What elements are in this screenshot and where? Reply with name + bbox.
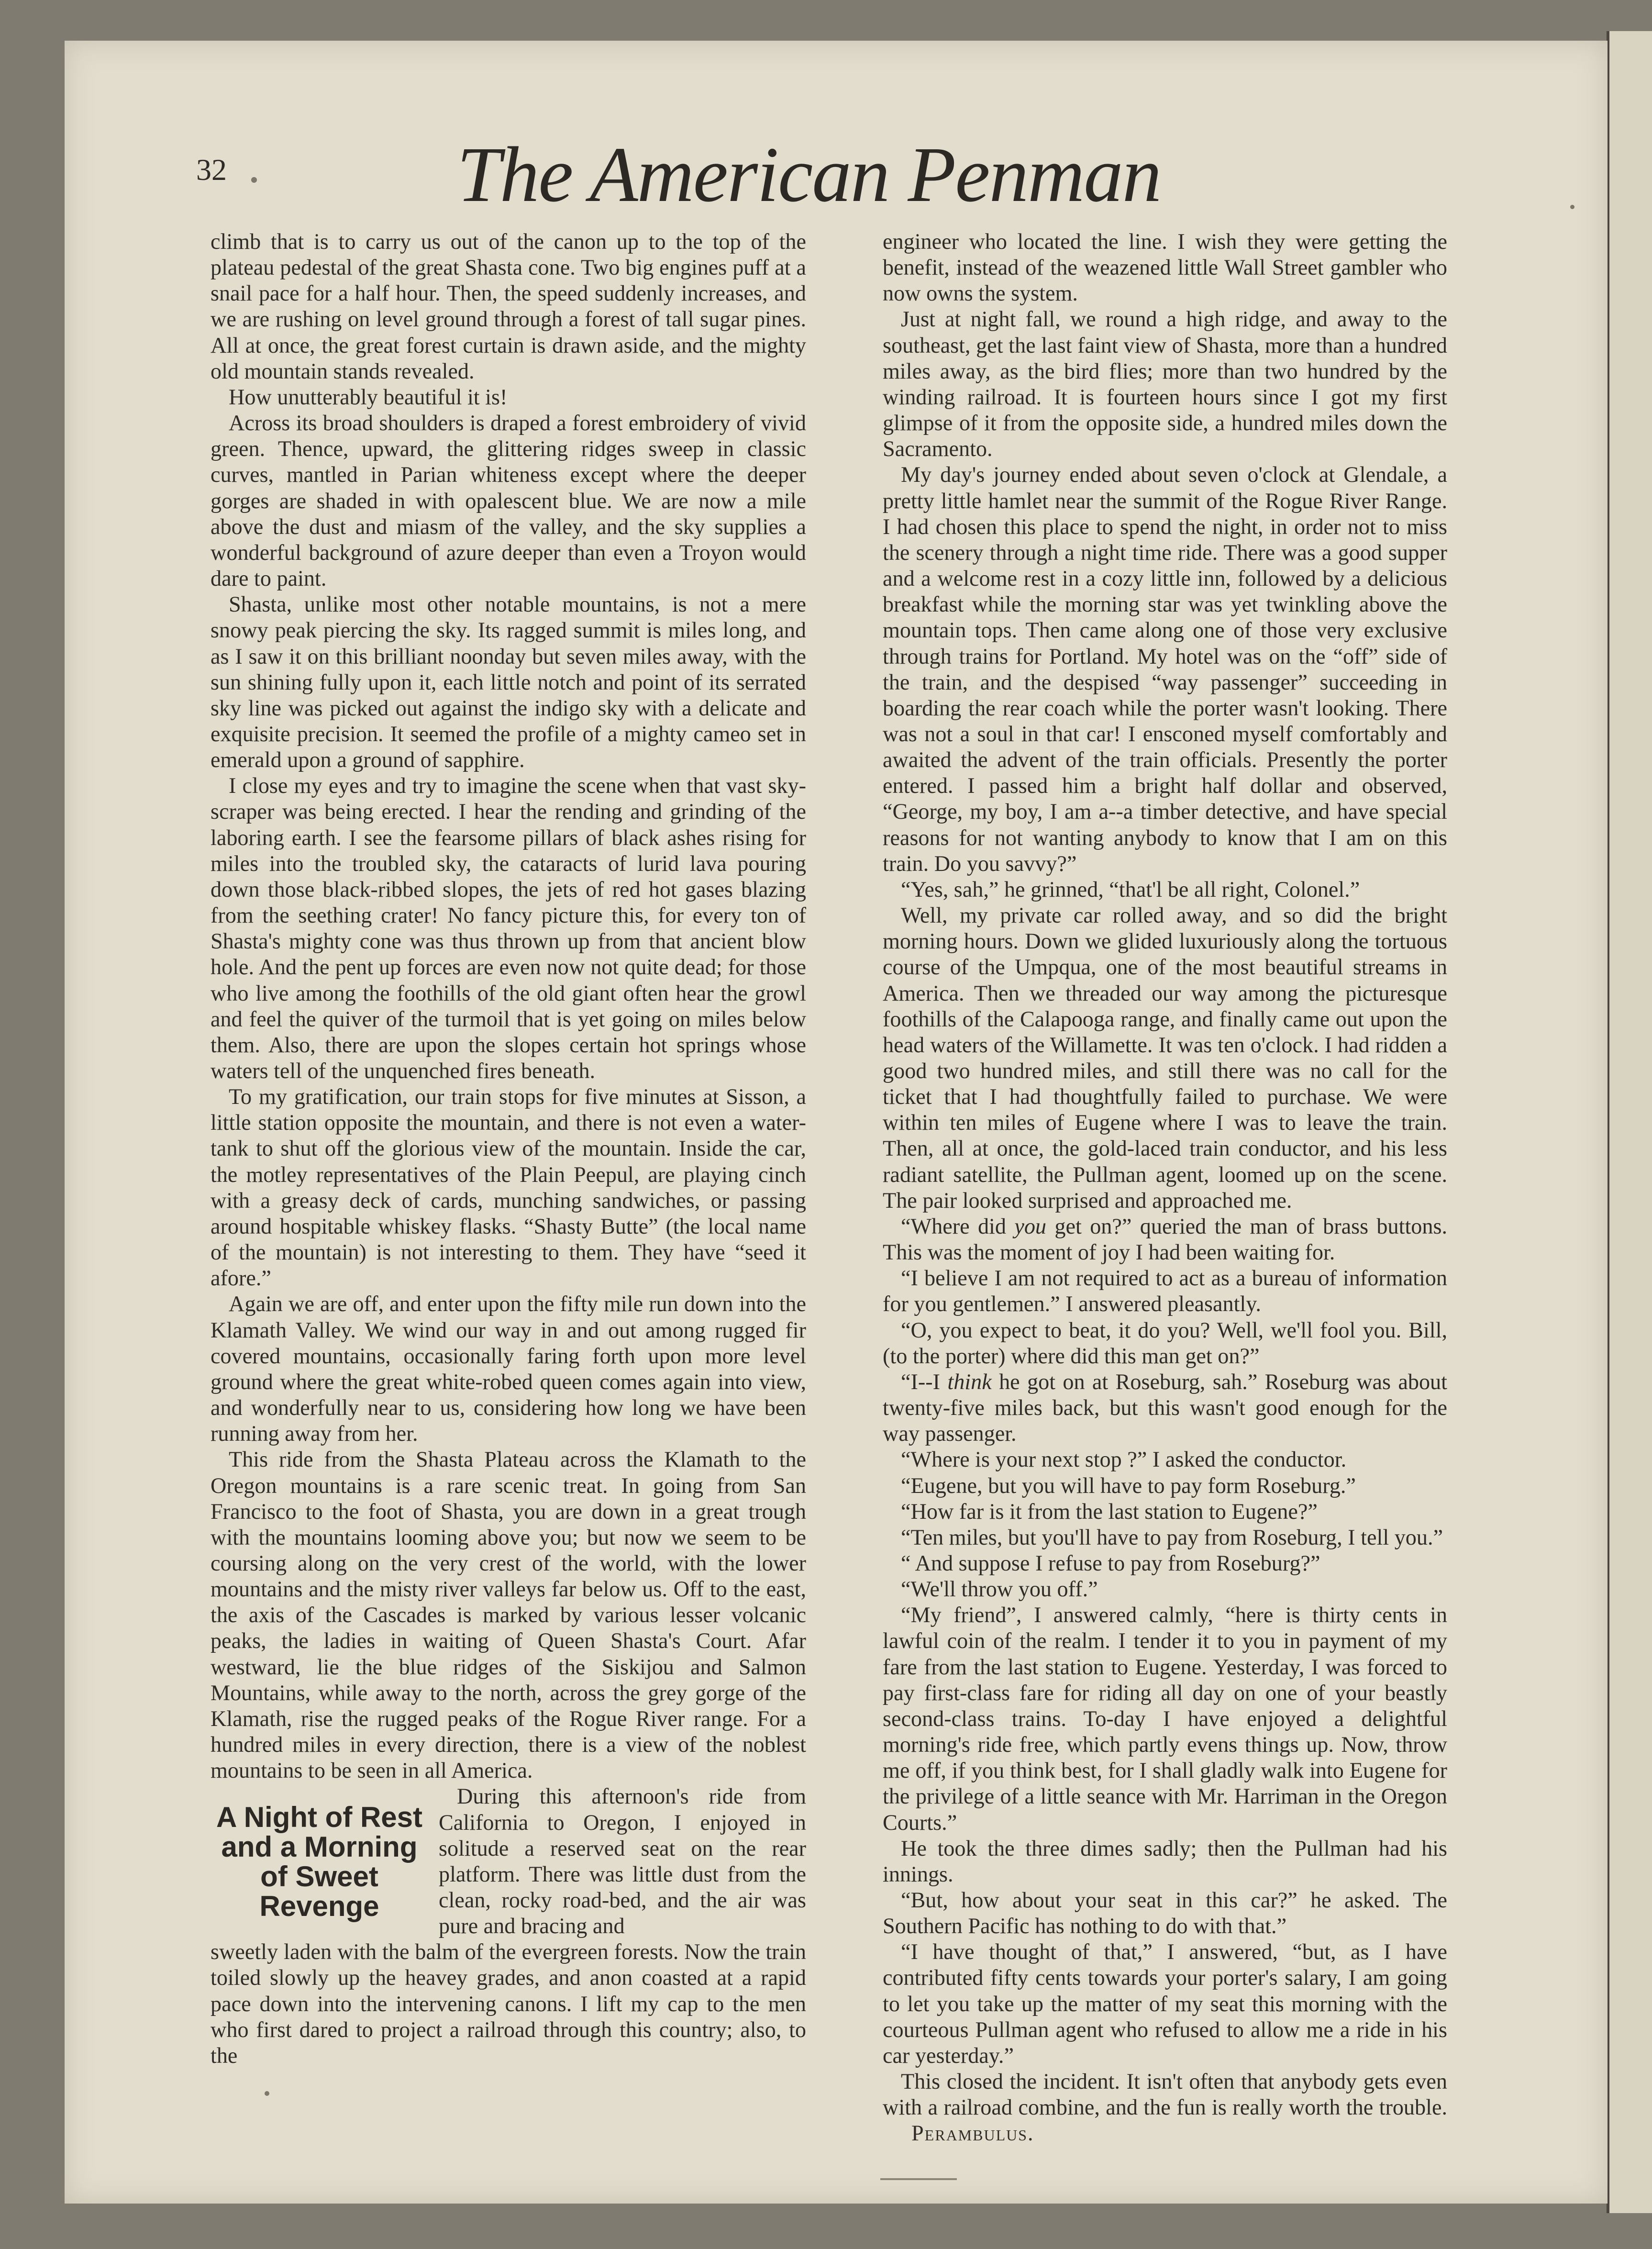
paragraph: Shasta, unlike most other notable mountains, is not a mere snowy peak piercing the sky. Its ragged summit is miles long, and as I saw it on this brilliant noonday but seven miles away, with the sun shining fully upon it, each little notch and point of its serrated sky line was picked out against the indigo sky with a delicate and exquisite precision. It seemed the profile of a mighty cameo set in emerald upon a ground of sapphire.	[211, 592, 806, 772]
paragraph: He took the three dimes sadly; then the Pullman had his innings.	[883, 1836, 1447, 1886]
emphasis: you	[1014, 1214, 1047, 1238]
left-column	[211, 229, 806, 2069]
paragraph: “ And suppose I refuse to pay from Roseburg?”	[901, 1550, 1320, 1575]
right-column	[883, 229, 1447, 2147]
paragraph: “How far is it from the last station to Eugene?”	[901, 1499, 1318, 1524]
paragraph: I close my eyes and try to imagine the scene when that vast sky-scraper was being erected. I hear the rending and grinding of the laboring earth. I see the fearsome pillars of black ashes rising for miles into the troubled sky, the cataracts of lurid lava pouring down those black-ribbed slopes, the jets of red hot gases blazing from the seething crater! No fancy picture this, for every ton of Shasta's mighty cone was thus thrown up from that ancient blow hole. And the pent up forces are even now not quite dead; for those who live among the foothills of the old giant often hear the growl and feel the quiver of the turmoil that is yet going on miles below them. Also, there are upon the slopes certain hot springs whose waters tell of the unquenched fires beneath.	[211, 773, 806, 1083]
paragraph: During this afternoon's ride from California to Oregon, I enjoyed in solitude a reserved seat on the rear platform. There was little dust from the clean, rocky road-bed, and the air was pure and bracing and	[439, 1784, 806, 1938]
emphasis: think	[947, 1369, 992, 1394]
paragraph: climb that is to carry us out of the canon up to the top of the plateau pedestal of the great Shasta cone. Two big engines puff at a snail pace for a half hour. Then, the speed suddenly increases, and we are rushing on level ground through a forest of tall sugar pines. All at once, the great forest curtain is drawn aside, and the mighty old mountain stands revealed.	[211, 229, 806, 383]
paragraph: “We'll throw you off.”	[901, 1577, 1098, 1602]
paragraph: How unutterably beautiful it is!	[229, 384, 508, 409]
decorative-dot	[251, 177, 257, 183]
text-run: get on?” queried the man of brass buttons. This was the moment of joy I had been waiting for.	[883, 1214, 1447, 1265]
decorative-dot	[265, 2091, 269, 2096]
paragraph: To my gratification, our train stops for five minutes at Sisson, a little station opposite the mountain, and there is not even a water-tank to shut off the glorious view of the mountain. Inside the car, the motley representatives of the Plain Peepul, are playing cinch with a greasy deck of cards, munching sandwiches, or passing around hospitable whiskey flasks. “Shasty Butte” (the local name of the mountain) is not interesting to them. They have “seed it afore.”	[211, 1084, 806, 1291]
paragraph: “But, how about your seat in this car?” he asked. The Southern Pacific has nothing to do with that.”	[883, 1888, 1447, 1938]
text-run: “Where did	[901, 1214, 1015, 1238]
paragraph	[883, 2069, 1447, 2146]
side-heading-block	[211, 1783, 806, 1939]
text-run: he got on at Roseburg, sah.” Roseburg was about twenty-five miles back, but this wasn't good enough for the way passenger.	[883, 1369, 1447, 1446]
bottom-mark	[880, 2178, 957, 2180]
paragraph: This ride from the Shasta Plateau across the Klamath to the Oregon mountains is a rare scenic treat. In going from San Francisco to the foot of Shasta, you are down in a great trough with the mountains looming above you; but now we seem to be coursing along on the very crest of the world, with the lower mountains and the misty river valleys far below us. Off to the east, the axis of the Cascades is marked by various lesser volcanic peaks, the ladies in waiting of Queen Shasta's Court. Afar westward, lie the blue ridges of the Siskijou and Salmon Mountains, while away to the north, across the grey gorge of the Klamath, rise the rugged peaks of the Rogue River range. For a hundred miles in every direction, there is a view of the noblest mountains to be seen in all America.	[211, 1447, 806, 1783]
paragraph: Just at night fall, we round a high ridge, and away to the southeast, get the last faint view of Shasta, more than a hundred miles away, as the bird flies; more than two hundred by the winding railroad. It is fourteen hours since I got my first glimpse of it from the opposite side, a hundred miles down the Sacramento.	[883, 307, 1447, 461]
paragraph: Again we are off, and enter upon the fifty mile run down into the Klamath Valley. We wind our way in and out among rugged fir covered mountains, occasionally faring forth upon more level ground where the great white-robed queen comes again into view, and wonderfully near to us, considering how long we have been running away from her.	[211, 1292, 806, 1446]
paragraph: Well, my private car rolled away, and so did the bright morning hours. Down we glided luxuriously along the tortuous course of the Umpqua, one of the most beautiful streams in America. Then we threaded our way among the picturesque foothills of the Calapooga range, and finally came out upon the head waters of the Willamette. It was ten o'clock. I had ridden a good two hundred miles, and still there was no call for the ticket that I had thoughtfully failed to purchase. We were within ten miles of Eugene where I was to leave the train. Then, all at once, the gold-laced train conductor, and his less radiant satellite, the Pullman agent, loomed up on the scene. The pair looked surprised and approached me.	[883, 903, 1447, 1213]
paragraph: engineer who located the line. I wish they were getting the benefit, instead of the weazened little Wall Street gambler who now owns the system.	[883, 229, 1447, 306]
paragraph: “Yes, sah,” he grinned, “that'l be all right, Colonel.”	[901, 877, 1360, 902]
decorative-dot	[1570, 205, 1574, 209]
paragraph: “I have thought of that,” I answered, “but, as I have contributed fifty cents towards your porter's salary, I am going to let you take up the matter of my seat this morning with the courteous Pullman agent who refused to allow me a ride in his car yesterday.”	[883, 1939, 1447, 2068]
paragraph: sweetly laden with the balm of the evergreen forests. Now the train toiled slowly up the heavey grades, and anon coasted at a rapid pace down into the intervening canons. I lift my cap to the men who first dared to project a railroad through this country; also, to the	[211, 1939, 806, 2068]
paragraph: Across its broad shoulders is draped a forest embroidery of vivid green. Thence, upward, the glittering ridges sweep in classic curves, mantled in Parian whiteness except where the deeper gorges are shaded in with opalescent blue. We are now a mile above the dust and miasm of the valley, and the sky supplies a wonderful background of azure deeper than even a Troyon would dare to paint.	[211, 411, 806, 591]
paragraph: “My friend”, I answered calmly, “here is thirty cents in lawful coin of the realm. I tender it to you in payment of my fare from the last station to Eugene. Yesterday, I was forced to pay first-class fare for riding all day on one of your beastly second-class trains. To-day I have enjoyed a delightful morning's ride free, which partly evens things up. Now, throw me off, if you think best, for I shall gladly walk into Eugene for the privilege of a little seance with Mr. Harriman in the Oregon Courts.”	[883, 1603, 1447, 1835]
author-signature: Perambulus.	[911, 2121, 1034, 2146]
paragraph: “Eugene, but you will have to pay form Roseburg.”	[901, 1473, 1356, 1498]
paragraph: “Where is your next stop ?” I asked the conductor.	[901, 1447, 1347, 1472]
section-heading: A Night of Rest and a Morning of Sweet Revenge	[216, 1801, 423, 1923]
paragraph	[883, 1369, 1447, 1447]
paragraph: “Ten miles, but you'll have to pay from Roseburg, I tell you.”	[901, 1525, 1443, 1549]
masthead-title: The American Penman	[457, 131, 1161, 218]
text-run: “I--I	[901, 1369, 948, 1394]
paragraph: My day's journey ended about seven o'clock at Glendale, a pretty little hamlet near the summit of the Rogue River Range. I had chosen this place to spend the night, in order not to miss the scenery through a night time ride. There was a good supper and a welcome rest in a cozy little inn, followed by a delicious breakfast while the morning star was yet twinkling above the mountain tops. Then came along one of those very exclusive through trains for Portland. My hotel was on the “off” side of the train, and the despised “way passenger” succeeding in boarding the rear coach while the porter wasn't looking. There was not a soul in that car! I ensconed myself comfortably and awaited the advent of the train officials. Presently the porter entered. I passed him a bright half dollar and observed, “George, my boy, I am a--a timber detective, and have special reasons for not wanting anybody to know that I am on this train. Do you savvy?”	[883, 462, 1447, 876]
paragraph	[883, 1214, 1447, 1265]
text-run: This closed the incident. It isn't often that anybody gets even with a railroad combine, and the fun is really worth the trouble.	[883, 2069, 1447, 2120]
paragraph: “O, you expect to beat, it do you? Well, we'll fool you. Bill, (to the porter) where did this man get on?”	[883, 1317, 1447, 1368]
next-page-edge	[1608, 31, 1652, 2213]
paragraph: “I believe I am not required to act as a bureau of information for you gentlemen.” I answered pleasantly.	[883, 1266, 1447, 1316]
page-number: 32	[196, 153, 227, 187]
